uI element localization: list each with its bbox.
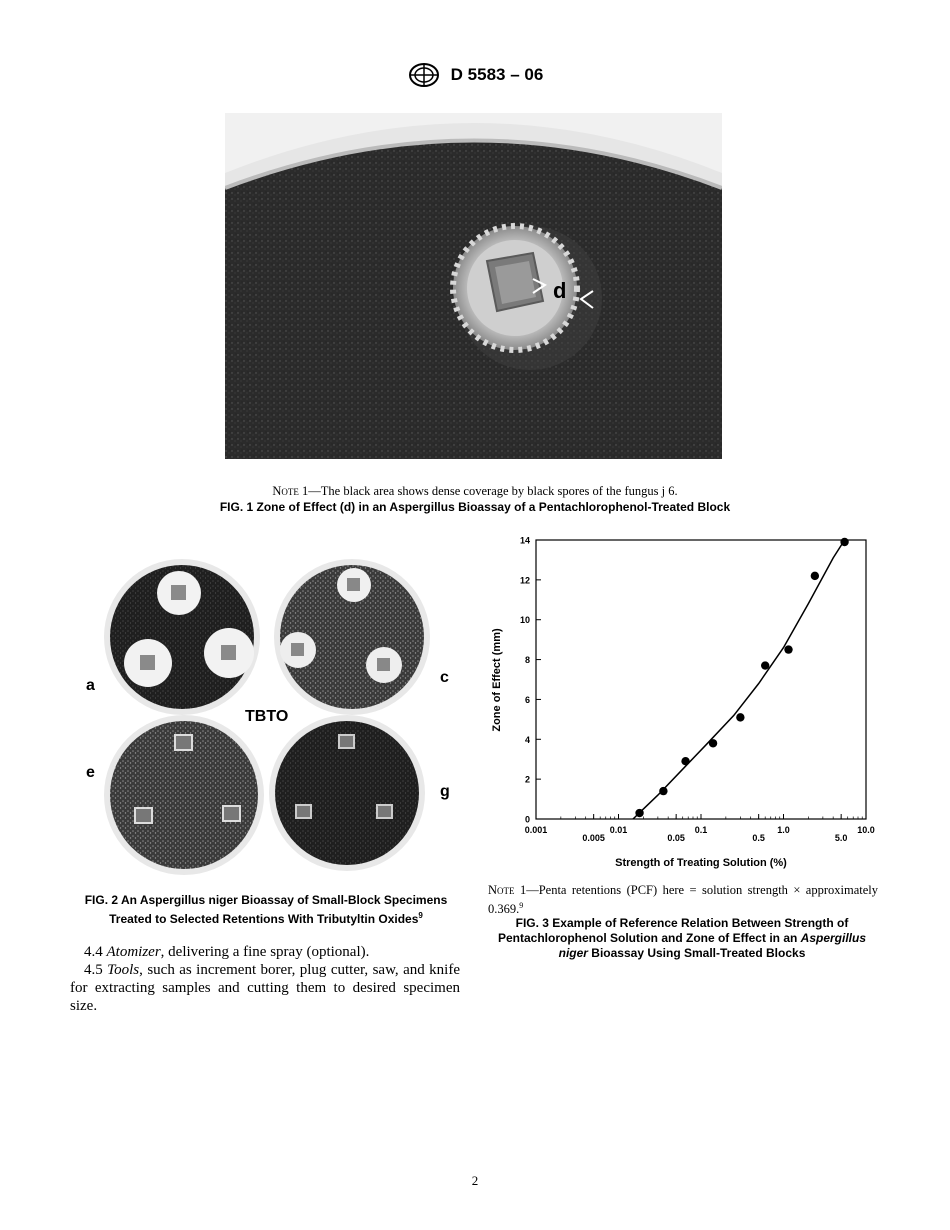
data-point — [784, 645, 792, 653]
petri-dish-c — [274, 559, 430, 715]
fig2-photo — [82, 555, 460, 877]
fig3-chart — [480, 530, 885, 875]
y-tick-label: 12 — [519, 575, 530, 586]
paragraph-text: , such as increment borer, plug cutter, saw, and knife for extracting samples and cutting them to desired specimen size. — [70, 962, 460, 1014]
petri-dish-a — [104, 559, 260, 715]
zone-label-d: d — [553, 278, 567, 303]
y-tick-label: 0 — [524, 814, 530, 825]
note-prefix: Note — [272, 484, 299, 498]
note-prefix: Note — [488, 883, 515, 897]
fig2-caption-text: FIG. 2 An Aspergillus niger Bioassay of Small-Block Specimens Treated to Selected Retentions With Tributyltin Oxides — [84, 893, 448, 926]
data-point — [811, 572, 819, 580]
x-tick-label: 0.1 — [694, 825, 708, 835]
x-tick-label: 10.0 — [857, 825, 875, 835]
term: Tools — [107, 962, 140, 978]
note-text: 1—The black area shows dense coverage by black spores of the fungus j 6. — [298, 484, 678, 498]
data-point — [709, 739, 717, 747]
fig3-caption-part2: Bioassay Using Small-Treated Blocks — [587, 946, 806, 960]
paragraph-4-5 — [70, 961, 460, 1015]
y-tick-label: 6 — [524, 694, 530, 705]
fig3-caption — [482, 916, 882, 961]
petri-dish-g — [269, 715, 425, 871]
fig1-note — [0, 484, 950, 499]
note-sup: 9 — [519, 901, 524, 910]
page-header — [0, 62, 950, 92]
paragraph-text: , delivering a fine spray (optional). — [160, 944, 370, 960]
plot-frame — [536, 540, 866, 819]
data-point — [736, 713, 744, 721]
fig3-caption-part1: FIG. 3 Example of Reference Relation Between Strength of Pentachlorophenol Solution and Zone of Effect in an — [497, 916, 849, 945]
x-tick-label: 0.5 — [752, 833, 765, 843]
fig1-photo — [225, 113, 722, 459]
x-tick-label: 0.001 — [524, 825, 548, 835]
fig1-caption: FIG. 1 Zone of Effect (d) in an Aspergillus Bioassay of a Pentachlorophenol-Treated Block — [219, 500, 731, 514]
x-tick-label: 0.005 — [582, 833, 605, 843]
x-tick-label: 1.0 — [777, 825, 790, 835]
fig3-note — [488, 883, 878, 917]
petri-dish-e — [104, 715, 264, 875]
data-point — [635, 809, 643, 817]
section-number: 4.4 — [84, 944, 107, 960]
tbto-label: TBTO — [245, 708, 289, 725]
x-axis-label: Strength of Treating Solution (%) — [615, 857, 787, 869]
section-number: 4.5 — [84, 962, 108, 978]
data-point — [840, 538, 848, 546]
fig2-caption — [70, 893, 462, 927]
fig3-caption-italic: Aspergillus niger — [558, 931, 867, 960]
x-tick-label: 0.05 — [667, 833, 685, 843]
page-number: 2 — [471, 1173, 479, 1188]
fit-curve — [633, 540, 845, 819]
term: Atomizer — [106, 944, 161, 960]
dish-label-c: c — [440, 669, 449, 686]
document-code: D 5583 – 06 — [450, 65, 544, 84]
paragraph-4-4 — [70, 943, 460, 961]
dish-label-e: e — [86, 764, 95, 781]
data-point — [761, 661, 769, 669]
data-point — [681, 757, 689, 765]
y-tick-label: 2 — [524, 774, 530, 785]
dish-label-g: g — [440, 783, 450, 800]
dish-label-a: a — [86, 677, 95, 694]
y-tick-label: 14 — [519, 535, 530, 546]
y-tick-label: 4 — [524, 734, 530, 745]
y-axis-label: Zone of Effect (mm) — [491, 628, 503, 732]
data-point — [659, 787, 667, 795]
x-tick-label: 5.0 — [834, 833, 848, 843]
body-text — [70, 943, 460, 1015]
treated-block — [487, 253, 543, 311]
fig2-caption-sup: 9 — [418, 911, 423, 920]
astm-logo-icon — [407, 62, 441, 88]
note-text: 1—Penta retentions (PCF) here = solution strength × approximately 0.369. — [488, 883, 878, 917]
y-tick-label: 10 — [519, 615, 530, 626]
x-tick-label: 0.01 — [609, 825, 628, 835]
y-tick-label: 8 — [524, 655, 530, 666]
